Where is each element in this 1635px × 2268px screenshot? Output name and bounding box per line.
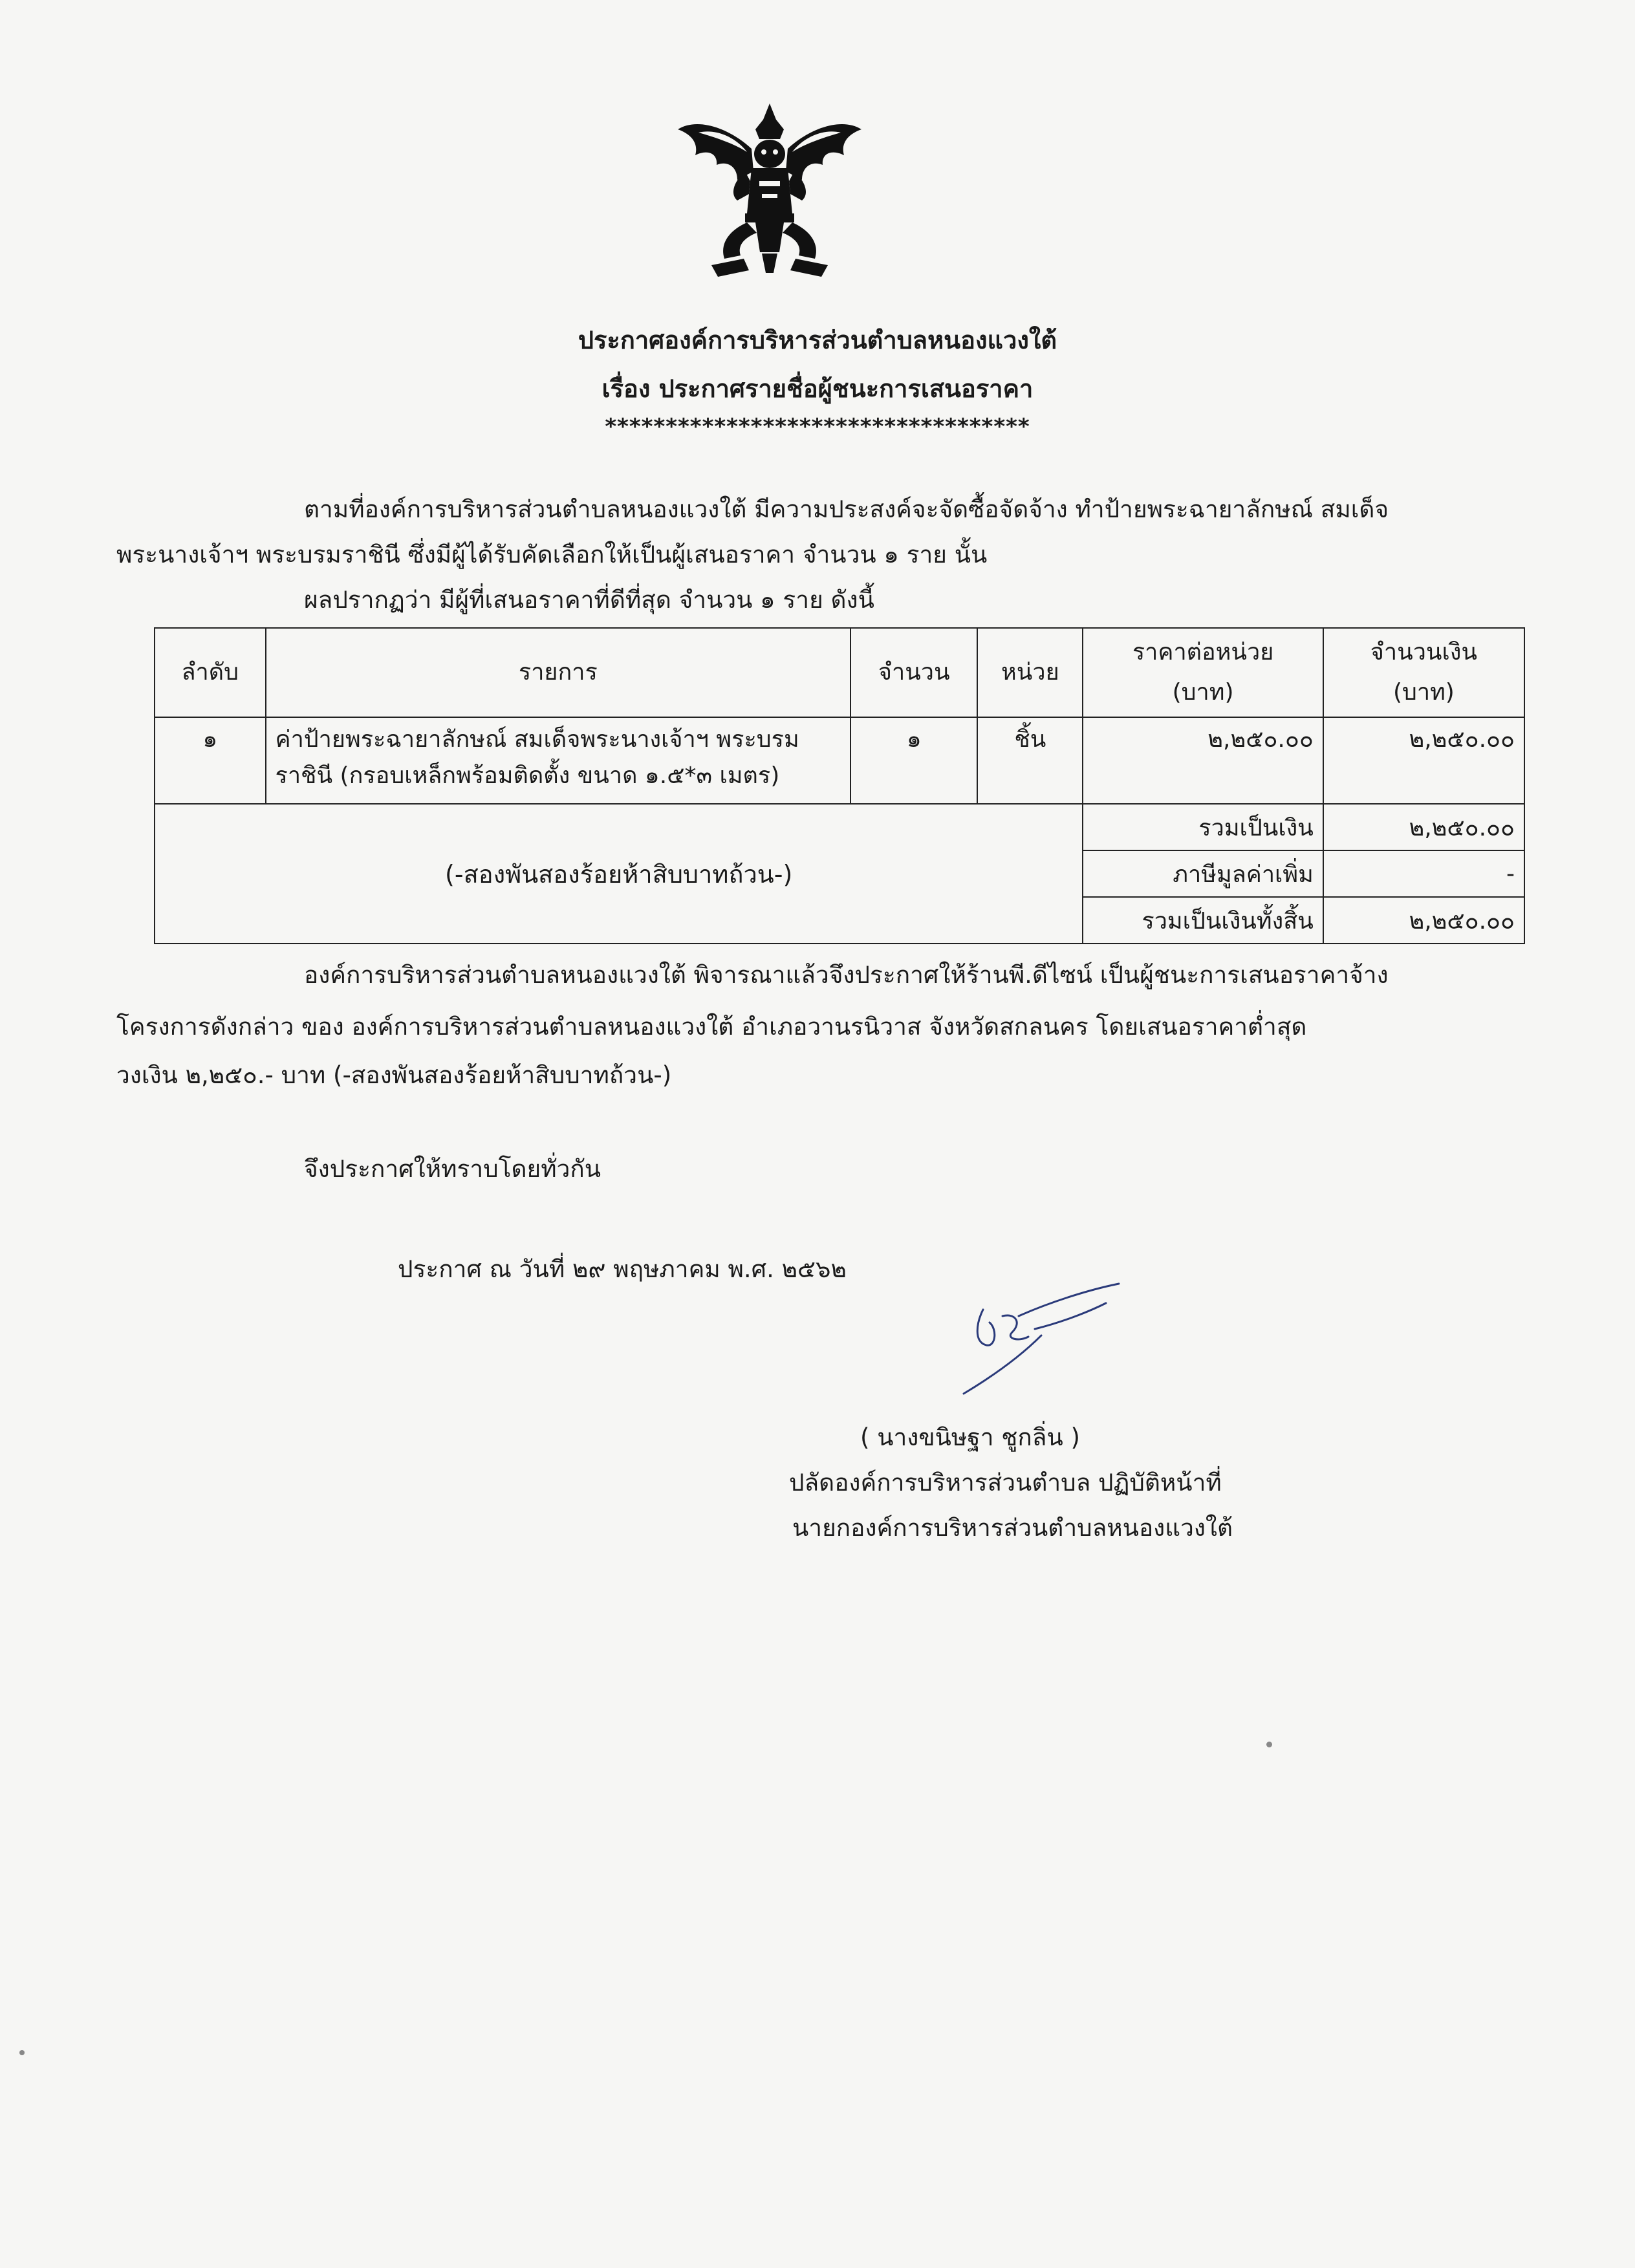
row-item — [266, 717, 851, 804]
intro-line-2: พระนางเจ้าฯ พระบรมราชินี ซึ่งมีผู้ได้รับคัดเลือกให้เป็นผู้เสนอราคา จำนวน ๑ ราย นั้น — [116, 541, 988, 568]
amount-in-words: (-สองพันสองร้อยห้าสิบบาทถ้วน-) — [155, 804, 1083, 944]
total-value: ๒,๒๕๐.๐๐ — [1323, 897, 1524, 944]
result-line-2: โครงการดังกล่าว ของ องค์การบริหารส่วนตำบลหนองแวงใต้ อำเภอวานรนิวาส จังหวัดสกลนคร โดยเสนอราคาต่ำสุด — [116, 1013, 1307, 1041]
header-amount-label: จำนวนเงิน — [1370, 639, 1478, 665]
price-table — [154, 627, 1525, 944]
signatory-name: ( นางขนิษฐา ชูกลิ่น ) — [860, 1423, 1080, 1451]
table-row — [155, 717, 1524, 804]
header-separator: *********************************** — [605, 414, 1030, 440]
page-title: ประกาศองค์การบริหารส่วนตำบลหนองแวงใต้ — [578, 326, 1057, 354]
closing-line: จึงประกาศให้ทราบโดยทั่วกัน — [304, 1155, 601, 1183]
result-line-1: องค์การบริหารส่วนตำบลหนองแวงใต้ พิจารณาแล้วจึงประกาศให้ร้านพี.ดีไซน์ เป็นผู้ชนะการเสนอราคาจ้าง — [304, 961, 1389, 989]
header-unit: หน่วย — [977, 628, 1083, 717]
summary-row-subtotal — [155, 804, 1524, 850]
row-amount: ๒,๒๕๐.๐๐ — [1323, 717, 1524, 804]
header-unit-price-currency: (บาท) — [1172, 679, 1234, 706]
signatory-position-1: ปลัดองค์การบริหารส่วนตำบล ปฏิบัติหน้าที่ — [789, 1469, 1222, 1496]
row-qty: ๑ — [850, 717, 977, 804]
header-qty: จำนวน — [850, 628, 977, 717]
row-item-line-2: ราชินี (กรอบเหล็กพร้อมติดตั้ง ขนาด ๑.๕*๓ เมตร) — [275, 762, 780, 789]
announcement-date: ประกาศ ณ วันที่ ๒๙ พฤษภาคม พ.ศ. ๒๕๖๒ — [398, 1255, 847, 1283]
result-line-3: วงเงิน ๒,๒๕๐.- บาท (-สองพันสองร้อยห้าสิบบาทถ้วน-) — [116, 1061, 672, 1089]
scan-speck — [1266, 1742, 1272, 1747]
vat-value: - — [1323, 850, 1524, 897]
row-item-line-1: ค่าป้ายพระฉายาลักษณ์ สมเด็จพระนางเจ้าฯ พระบรม — [275, 726, 799, 753]
garuda-emblem-icon — [673, 103, 867, 291]
subject-line: เรื่อง ประกาศรายชื่อผู้ชนะการเสนอราคา — [601, 374, 1034, 403]
vat-label: ภาษีมูลค่าเพิ่ม — [1083, 850, 1323, 897]
header-no: ลำดับ — [155, 628, 266, 717]
total-label: รวมเป็นเงินทั้งสิ้น — [1083, 897, 1323, 944]
intro-line-1: ตามที่องค์การบริหารส่วนตำบลหนองแวงใต้ มีความประสงค์จะจัดซื้อจัดจ้าง ทำป้ายพระฉายาลักษณ์ สมเด็จ — [304, 495, 1389, 523]
row-no: ๑ — [155, 717, 266, 804]
header-unit-price-label: ราคาต่อหน่วย — [1132, 639, 1274, 665]
intro-line-3: ผลปรากฏว่า มีผู้ที่เสนอราคาที่ดีที่สุด จำนวน ๑ ราย ดังนี้ — [304, 586, 874, 614]
header-item: รายการ — [266, 628, 851, 717]
header-amount — [1323, 628, 1524, 717]
signature-icon — [957, 1277, 1138, 1407]
signatory-position-2: นายกองค์การบริหารส่วนตำบลหนองแวงใต้ — [792, 1514, 1233, 1542]
header-unit-price — [1083, 628, 1323, 717]
table-header-row — [155, 628, 1524, 717]
subtotal-label: รวมเป็นเงิน — [1083, 804, 1323, 850]
subtotal-value: ๒,๒๕๐.๐๐ — [1323, 804, 1524, 850]
row-unit: ชิ้น — [977, 717, 1083, 804]
header-amount-currency: (บาท) — [1392, 679, 1455, 706]
row-unit-price: ๒,๒๕๐.๐๐ — [1083, 717, 1323, 804]
scan-speck — [19, 2050, 25, 2055]
